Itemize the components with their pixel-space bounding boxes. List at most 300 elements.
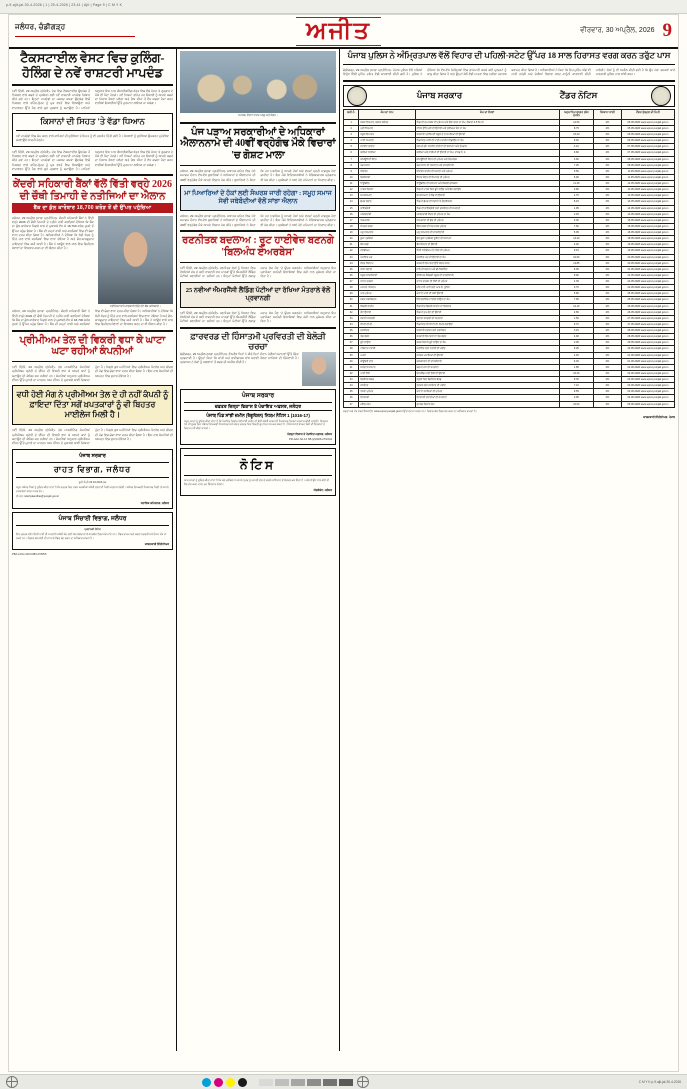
masthead-date: ਵੀਰਵਾਰ, 30 ਅਪ੍ਰੈਲ, 2026	[580, 27, 655, 34]
td-estimated-cost: 9.80	[559, 150, 593, 156]
td-description: ਖੇਡ ਸਾਮਾਨ ਦੀ ਸਪਲਾਈ	[415, 364, 559, 370]
td-estimated-cost: 6.90	[559, 174, 593, 180]
divider	[180, 122, 336, 124]
td-work-name: ਸੀ.ਸੀ.ਟੀ.ਵੀ.	[359, 321, 415, 327]
td-opening-date: 08.05.2026 www.eproc.punjab.gov.in	[621, 162, 674, 168]
td-description: ਨਹਿਰ ਉੱਤੇ ਪੁਲੀ ਦੀ ਉਸਾਰੀ ਅਤੇ ਸੁਰੱਖਿਆ ਕੰਧ ਦਾ ਕੰਮ	[415, 125, 559, 131]
td-opening-date: 29.05.2026 www.eproc.punjab.gov.in	[621, 346, 674, 352]
td-opening-date: 18.05.2026 www.eproc.punjab.gov.in	[621, 230, 674, 236]
td-earnest-money: 2%	[593, 119, 621, 125]
panchayat-ad-code: PR-Advt.No.14 SB (2)2026-27/1044	[289, 438, 332, 442]
td-description: ਠੋਸ ਕੂੜਾ ਪ੍ਰਬੰਧਨ ਯੂਨਿਟ ਦੀ ਸਥਾਪਨਾ	[415, 236, 559, 242]
td-description: ਪਿੰਡ ਦੇ ਛੱਪੜ ਦੀ ਸਫ਼ਾਈ ਤੇ ਸੁੰਦਰੀਕਰਨ	[415, 199, 559, 205]
td-earnest-money: 2%	[593, 174, 621, 180]
td-opening-date: 05.06.2026 www.eproc.punjab.gov.in	[621, 401, 674, 407]
td-description: ਖੇਤਾਂ ਦੇ ਖਾਲਾਂ ਦੀ ਪੱਕੀ ਉਸਾਰੀ	[415, 291, 559, 297]
third-body: ਨਵੀਂ ਦਿੱਲੀ, 29 ਅਪ੍ਰੈਲ (ਏਜੰਸੀ)- ਤੇਲ ਮਾਰਕੀਟਿੰਗ ਕੰਪਨੀਆਂ ਪ੍ਰੀਮੀਅਮ ਸ਼੍ਰੇਣੀ ਦੇ ਈਂਧਨ ਦੀ ਵਿਕਰੀ ਵਧਾ ਕੇ ਆਪਣੇ ਘਾਟੇ ਨੂੰ ਘਟਾਉਣ ਦੀ ਕੋਸ਼ਿਸ਼ ਕਰ ਰਹੀਆਂ ਹਨ। ਕੰਪਨੀਆਂ ਅਨੁਸਾਰ ਪ੍ਰੀਮੀਅਮ ਈਂਧਨ ਉੱਤੇ ਮੁਨਾਫ਼ੇ ਦਾ ਮਾਰਜਨ ਆਮ ਈਂਧਨ ਦੇ ਮੁਕਾਬਲੇ ਕਾਫੀ ਜ਼ਿਆਦਾ ਹੁੰਦਾ ਹੈ। ਪਿਛਲੇ ਕੁਝ ਮਹੀਨਿਆਂ ਵਿਚ ਪ੍ਰੀਮੀਅਮ ਪੈਟਰੋਲ ਅਤੇ ਡੀਜ਼ਲ ਦੀ ਮੰਗ ਵਿਚ ਚੰਗਾ ਵਾਧਾ ਦਰਜ ਕੀਤਾ ਗਿਆ ਹੈ। ਇਸ ਨਾਲ ਕੰਪਨੀਆਂ ਦੀ ਆਮਦਨ ਵਿਚ ਸੁਧਾਰ ਹੋਇਆ ਹੈ।	[12, 365, 173, 383]
td-opening-date: 21.05.2026 www.eproc.punjab.gov.in	[621, 266, 674, 272]
td-serial: 23	[344, 254, 359, 260]
td-earnest-money: 2%	[593, 279, 621, 285]
td-earnest-money: 2%	[593, 297, 621, 303]
panchayat-ad-dept: ਪੰਜਾਬ ਸਰਕਾਰ	[241, 392, 275, 399]
td-work-name: ਗਲੀਆਂ ਨਾਲੀਆਂ	[359, 150, 415, 156]
td-earnest-money: 2%	[593, 132, 621, 138]
td-description: ਵਾਟਰ ਵਰਕਸ ਦੀ ਟੈਂਕੀ ਦੀ ਮੁਰੰਮਤ	[415, 279, 559, 285]
third-headline: ਪ੍ਰੀਮੀਅਮ ਤੇਲ ਦੀ ਵਿਕਰੀ ਵਧਾ ਕੇ ਘਾਟਾ ਘਟਾ ਰਹੀਆਂ ਕੰਪਨੀਆਂ	[19, 334, 166, 358]
td-work-name: ਪੰਚਾਇਤ ਘਰ	[359, 254, 415, 260]
td-estimated-cost: 4.90	[559, 334, 593, 340]
td-earnest-money: 2%	[593, 223, 621, 229]
inset-headline: ਕਿਸਾਨਾਂ ਦੀ ਸਿਹਤ 'ਤੇ ਵੱਡਾ ਧਿਆਨ	[40, 117, 145, 127]
td-opening-date: 14.05.2026 www.eproc.punjab.gov.in	[621, 205, 674, 211]
divider	[180, 262, 336, 263]
td-description: ਸੀਵਰੇਜ ਲਾਈਨ ਦੀ ਸਫ਼ਾਈ ਅਤੇ ਮੁਰੰਮਤ	[415, 168, 559, 174]
td-work-name: ਬਾਊਂਡਰੀ ਵਾਲ	[359, 358, 415, 364]
td-serial: 12	[344, 187, 359, 193]
td-description: ਐਲ.ਈ.ਡੀ. ਸਟਰੀਟ ਲਾਈਟਾਂ ਦੀ ਸਥਾਪਨਾ ਅਤੇ ਦੇਖਭਾਲ	[415, 144, 559, 150]
td-estimated-cost: 8.35	[559, 377, 593, 383]
td-estimated-cost: 6.40	[559, 138, 593, 144]
td-earnest-money: 2%	[593, 138, 621, 144]
td-estimated-cost: 6.05	[559, 266, 593, 272]
masthead-rule	[15, 36, 135, 37]
td-serial: 9	[344, 168, 359, 174]
td-opening-date: 03.06.2026 www.eproc.punjab.gov.in	[621, 377, 674, 383]
tender-header-left: ਪੰਜਾਬ ਸਰਕਾਰ	[416, 90, 463, 101]
td-opening-date: 04.06.2026 www.eproc.punjab.gov.in	[621, 395, 674, 401]
td-estimated-cost: 8.90	[559, 272, 593, 278]
td-work-name: ਸਪੋਰਟਸ ਸਾਮਾਨ	[359, 364, 415, 370]
td-serial: 19	[344, 230, 359, 236]
ad1-signature: ਸਹਾਇਕ ਕਮਿਸ਼ਨਰ, ਜਲੰਧਰ	[140, 500, 169, 505]
prepress-meta: C M Y K p-9-ajit-jal-30-4-2026	[638, 1080, 681, 1084]
ad-relief-department	[12, 449, 173, 509]
ad1-sub: ਸੂਚੀ ਮਿਤੀ 29.04.2026 ਤੱਕ	[78, 480, 107, 484]
td-serial: 1	[344, 119, 359, 125]
masthead-right	[512, 20, 678, 42]
td-serial: 45	[344, 389, 359, 395]
td-description: ਬੱਸ ਸ਼ੈਲਟਰ ਦੀ ਉਸਾਰੀ	[415, 242, 559, 248]
divider	[343, 80, 675, 82]
td-opening-date: 12.05.2026 www.eproc.punjab.gov.in	[621, 181, 674, 187]
td-earnest-money: 2%	[593, 334, 621, 340]
divider	[12, 174, 173, 176]
td-work-name: ਸਟੇਡੀਅਮ	[359, 248, 415, 254]
td-earnest-money: 2%	[593, 352, 621, 358]
colb-body-1: ਜਲੰਧਰ, 29 ਅਪ੍ਰੈਲ (ਸਾਡਾ ਪ੍ਰਤੀਨਿਧ)- ਸਥਾਨਕ ਸ਼ਹਿਰ ਵਿਚ ਹੋਏ ਸਮਾਗਮ ਦੌਰਾਨ ਵੱਖ-ਵੱਖ ਬੁਲਾਰਿਆਂ ਨੇ ਅਧਿਕਾਰਾਂ ਦੇ ਐਲਾਨਨਾਮੇ ਦੀ 40ਵੀਂ ਵਰ੍ਹੇਗੰਢ ਮੌਕੇ ਆਪਣੇ ਵਿਚਾਰ ਪੇਸ਼ ਕੀਤੇ। ਬੁਲਾਰਿਆਂ ਨੇ ਕਿਹਾ ਕਿ ਹਰ ਨਾਗਰਿਕ ਨੂੰ ਆਪਣੇ ਹੱਕਾਂ ਅਤੇ ਫ਼ਰਜ਼ਾਂ ਪ੍ਰਤੀ ਜਾਗਰੂਕ ਹੋਣਾ ਚਾਹੀਦਾ ਹੈ। ਇਸ ਮੌਕੇ ਵਿਦਿਆਰਥੀਆਂ ਨੇ ਸੱਭਿਆਚਾਰਕ ਪ੍ਰੋਗਰਾਮ ਵੀ ਪੇਸ਼ ਕੀਤਾ। ਪ੍ਰਬੰਧਕਾਂ ਨੇ ਆਏ ਹੋਏ ਮਹਿਮਾਨਾਂ ਦਾ ਧੰਨਵਾਦ ਕੀਤਾ।	[180, 168, 336, 182]
registration-mark-icon	[6, 1076, 18, 1088]
td-serial: 46	[344, 395, 359, 401]
td-serial: 11	[344, 181, 359, 187]
masthead-logo-wrap	[165, 17, 512, 46]
person-thumb-photo	[302, 352, 336, 386]
td-serial: 22	[344, 248, 359, 254]
td-opening-date: 29.05.2026 www.eproc.punjab.gov.in	[621, 340, 674, 346]
td-description: ਦਫ਼ਤਰ ਲਈ ਜਨਰੇਟਰ ਦੀ ਖ਼ਰੀਦ	[415, 383, 559, 389]
ajit-logo: ਅਜੀਤ	[296, 17, 381, 46]
divider	[16, 130, 169, 131]
td-opening-date: 28.05.2026 www.eproc.punjab.gov.in	[621, 328, 674, 334]
td-opening-date: 21.05.2026 www.eproc.punjab.gov.in	[621, 272, 674, 278]
td-earnest-money: 2%	[593, 236, 621, 242]
swatch-magenta	[214, 1078, 223, 1087]
td-serial: 13	[344, 193, 359, 199]
colb-inset-2: 25 ਨਵੀਆਂ ਐਮਰਜੈਂਸੀ ਲੈਂਡਿੰਗ ਪੱਟੀਆਂ ਦਾ ਰੱਖਿਆ ਮੰਤਰਾਲੇ ਵੱਲੋਂ ਪ੍ਰਵਾਨਗੀ	[180, 282, 336, 308]
td-estimated-cost: 3.15	[559, 328, 593, 334]
panchayat-ad-signature: ਜ਼ਿਲ੍ਹਾ ਵਿਕਾਸ ਤੇ ਪੰਚਾਇਤ ਅਫ਼ਸਰ, ਜਲੰਧਰ	[287, 432, 332, 437]
td-opening-date: 03.06.2026 www.eproc.punjab.gov.in	[621, 383, 674, 389]
td-description: ਪਿੰਡ ਵਿਚ ਬਿਜਲੀ ਲਾਈਨ ਦਾ ਵਿਸਥਾਰ	[415, 303, 559, 309]
td-serial: 43	[344, 377, 359, 383]
td-earnest-money: 2%	[593, 211, 621, 217]
td-opening-date: 22.05.2026 www.eproc.punjab.gov.in	[621, 285, 674, 291]
td-estimated-cost: 12.10	[559, 303, 593, 309]
td-work-name: ਲਾਇਬ੍ਰੇਰੀ	[359, 205, 415, 211]
td-serial: 28	[344, 285, 359, 291]
td-estimated-cost: 2.95	[559, 395, 593, 401]
inset-body: ਨਵੇਂ ਮਾਪਦੰਡਾਂ ਵਿਚ ਕੰਮ ਕਰਨ ਵਾਲੇ ਕਾਮਿਆਂ ਦੀ ਸੁਰੱਖਿਆ ਤੇ ਸਿਹਤ ਨੂੰ ਵੀ ਤਰਜੀਹ ਦਿੱਤੀ ਗਈ ਹੈ। ਸੰਸਥਾਵਾਂ ਨੂੰ ਸੁਰੱਖਿਆ ਉਪਕਰਨ ਮੁਹੱਈਆ ਕਰਵਾਉਣੇ ਲਾਜ਼ਮੀ ਹੋਣਗੇ।	[16, 133, 169, 143]
td-description: ਪਿੰਡ ਵਿਚ ਸੀ.ਸੀ.ਟੀ.ਵੀ. ਕੈਮਰੇ ਲਗਾਉਣਾ	[415, 321, 559, 327]
lead-body: ਨਵੀਂ ਦਿੱਲੀ, 29 ਅਪ੍ਰੈਲ (ਏਜੰਸੀ)- ਦੇਸ਼ ਵਿਚ ਟੈਕਸਟਾਈਲ ਉਦਯੋਗ ਤੋਂ ਨਿਕਲਣ ਵਾਲੇ ਕਚਰੇ ਦੇ ਪ੍ਰਬੰਧਨ ਲਈ ਨਵੇਂ ਰਾਸ਼ਟਰੀ ਮਾਪਦੰਡ ਤਿਆਰ ਕੀਤੇ ਗਏ ਹਨ। ਇਨ੍ਹਾਂ ਮਾਪਦੰਡਾਂ ਦਾ ਮਕਸਦ ਕਪੜਾ ਉਦਯੋਗ ਵਿਚੋਂ ਨਿਕਲਣ ਵਾਲੇ ਰਹਿੰਦ-ਖੂੰਹਦ ਨੂੰ ਮੁੜ ਵਰਤੋਂ ਵਿਚ ਲਿਆਉਣਾ ਅਤੇ ਵਾਤਾਵਰਨ ਉੱਤੇ ਪੈਣ ਵਾਲੇ ਬੁਰੇ ਪ੍ਰਭਾਵ ਨੂੰ ਘਟਾਉਣਾ ਹੈ। ਮਾਹਿਰਾਂ ਅਨੁਸਾਰ ਇਸ ਨਾਲ ਰੀਸਾਈਕਲਿੰਗ ਖੇਤਰ ਵਿਚ ਵੱਡੇ ਪੱਧਰ 'ਤੇ ਰੁਜ਼ਗਾਰ ਦੇ ਮੌਕੇ ਵੀ ਪੈਦਾ ਹੋਣਗੇ। ਨਵੇਂ ਨਿਯਮਾਂ ਤਹਿਤ ਹਰ ਇਕਾਈ ਨੂੰ ਆਪਣੇ ਕਚਰੇ ਦਾ ਹਿਸਾਬ ਰੱਖਣਾ ਪਵੇਗਾ ਅਤੇ ਤੈਅ ਸੀਮਾ ਤੋਂ ਵੱਧ ਕਚਰਾ ਪੈਦਾ ਕਰਨ ਵਾਲੀਆਂ ਇਕਾਈਆਂ ਉੱਤੇ ਜੁਰਮਾਨਾ ਲਾਇਆ ਜਾ ਸਕੇਗਾ।	[12, 88, 173, 110]
td-estimated-cost: 5.25	[559, 346, 593, 352]
td-work-name: ਜਨਰੇਟਰ	[359, 383, 415, 389]
td-estimated-cost: 1.85	[559, 364, 593, 370]
td-estimated-cost: 5.05	[559, 230, 593, 236]
td-opening-date: 07.05.2026 www.eproc.punjab.gov.in	[621, 144, 674, 150]
td-description: ਸਰਕਾਰੀ ਪ੍ਰਾਇਮਰੀ ਸਕੂਲ ਦੇ ਦੋ ਕਮਰਿਆਂ ਦੀ ਉਸਾਰੀ	[415, 132, 559, 138]
td-estimated-cost: 12.50	[559, 119, 593, 125]
td-earnest-money: 2%	[593, 260, 621, 266]
td-earnest-money: 2%	[593, 285, 621, 291]
td-work-name: ਸੋਲਰ ਸਿਸਟਮ	[359, 260, 415, 266]
td-estimated-cost: 16.40	[559, 370, 593, 376]
th-estimated-cost: ਅਨੁਮਾਨਿਤ ਲਾਗਤ (ਲੱਖ ਰੁਪਏ)	[559, 109, 593, 119]
td-work-name: ਛੱਪੜ ਸੁਧਾਰ	[359, 199, 415, 205]
td-serial: 30	[344, 297, 359, 303]
td-earnest-money: 2%	[593, 303, 621, 309]
td-serial: 8	[344, 162, 359, 168]
grey-ramp	[259, 1079, 353, 1086]
th-work-name: ਕੰਮ ਦਾ ਨਾਮ	[359, 109, 415, 119]
td-work-name: ਪੁਲੀ ਨਿਰਮਾਣ	[359, 125, 415, 131]
td-opening-date: 12.05.2026 www.eproc.punjab.gov.in	[621, 187, 674, 193]
td-description: ਪੀਣ ਵਾਲੇ ਪਾਣੀ ਲਈ ਆਰ.ਓ. ਯੂਨਿਟ	[415, 285, 559, 291]
td-opening-date: 25.05.2026 www.eproc.punjab.gov.in	[621, 297, 674, 303]
td-work-name: ਡਿਸਪੈਂਸਰੀ	[359, 174, 415, 180]
third-body-cont: ਨਵੀਂ ਦਿੱਲੀ, 29 ਅਪ੍ਰੈਲ (ਏਜੰਸੀ)- ਤੇਲ ਮਾਰਕੀਟਿੰਗ ਕੰਪਨੀਆਂ ਪ੍ਰੀਮੀਅਮ ਸ਼੍ਰੇਣੀ ਦੇ ਈਂਧਨ ਦੀ ਵਿਕਰੀ ਵਧਾ ਕੇ ਆਪਣੇ ਘਾਟੇ ਨੂੰ ਘਟਾਉਣ ਦੀ ਕੋਸ਼ਿਸ਼ ਕਰ ਰਹੀਆਂ ਹਨ। ਕੰਪਨੀਆਂ ਅਨੁਸਾਰ ਪ੍ਰੀਮੀਅਮ ਈਂਧਨ ਉੱਤੇ ਮੁਨਾਫ਼ੇ ਦਾ ਮਾਰਜਨ ਆਮ ਈਂਧਨ ਦੇ ਮੁਕਾਬਲੇ ਕਾਫੀ ਜ਼ਿਆਦਾ ਹੁੰਦਾ ਹੈ। ਪਿਛਲੇ ਕੁਝ ਮਹੀਨਿਆਂ ਵਿਚ ਪ੍ਰੀਮੀਅਮ ਪੈਟਰੋਲ ਅਤੇ ਡੀਜ਼ਲ ਦੀ ਮੰਗ ਵਿਚ ਚੰਗਾ ਵਾਧਾ ਦਰਜ ਕੀਤਾ ਗਿਆ ਹੈ। ਇਸ ਨਾਲ ਕੰਪਨੀਆਂ ਦੀ ਆਮਦਨ ਵਿਚ ਸੁਧਾਰ ਹੋਇਆ ਹੈ।	[12, 428, 173, 446]
td-work-name: ਰੰਗ-ਰੋਗਨ	[359, 334, 415, 340]
tender-header-right: ਟੈਂਡਰ ਨੋਟਿਸ	[559, 90, 598, 101]
td-description: ਧਰਮਸ਼ਾਲਾ ਦੀ ਛੱਤ ਦੀ ਮੁਰੰਮਤ	[415, 217, 559, 223]
td-work-name: ਪਾਣੀ ਟੈਂਕੀ	[359, 370, 415, 376]
td-earnest-money: 2%	[593, 242, 621, 248]
td-description: ਸਕੂਲਾਂ ਵਿਚ ਡਿਜੀਟਲ ਬੋਰਡ	[415, 377, 559, 383]
second-body: ਜਲੰਧਰ, 29 ਅਪ੍ਰੈਲ (ਸਾਡਾ ਪ੍ਰਤੀਨਿਧ)- ਕੇਂਦਰੀ ਸਹਿਕਾਰੀ ਬੈਂਕਾਂ ਨੇ ਵਿੱਤੀ ਵਰ੍ਹੇ 2026 ਦੀ ਚੌਥੀ ਤਿਮਾਹੀ ਦੇ ਨਤੀਜੇ ਜਾਰੀ ਕਰਦਿਆਂ ਦੱਸਿਆ ਕਿ ਬੈਂਕ ਦਾ ਕੁੱਲ ਕਾਰੋਬਾਰ ਪਿਛਲੇ ਸਾਲ ਦੇ ਮੁਕਾਬਲੇ ਵੱਧ ਕੇ 18,700 ਕਰੋੜ ਰੁਪਏ ਤੋਂ ਉੱਪਰ ਪਹੁੰਚ ਗਿਆ ਹੈ। ਬੈਂਕ ਦੀ ਜਮ੍ਹਾਂ ਰਾਸ਼ੀ ਅਤੇ ਕਰਜ਼ਿਆਂ ਵਿਚ ਵੀ ਚੰਗਾ ਵਾਧਾ ਦਰਜ ਕੀਤਾ ਗਿਆ ਹੈ। ਅਧਿਕਾਰੀਆਂ ਨੇ ਦੱਸਿਆ ਕਿ ਖੇਤੀ ਖੇਤਰ ਨੂੰ ਦਿੱਤੇ ਜਾਣ ਵਾਲੇ ਕਰਜ਼ਿਆਂ ਵਿਚ ਵਾਧਾ ਹੋਇਆ ਹੈ ਅਤੇ ਗੈਰ-ਕਾਰਗੁਜ਼ਾਰ ਜਾਇਦਾਦਾਂ ਵਿਚ ਕਮੀ ਆਈ ਹੈ। ਬੈਂਕ ਨੇ ਆਉਣ ਵਾਲੇ ਸਾਲ ਵਿਚ ਡਿਜੀਟਲ ਸੇਵਾਵਾਂ ਦਾ ਵਿਸਥਾਰ ਕਰਨ ਦਾ ਵੀ ਐਲਾਨ ਕੀਤਾ ਹੈ।	[12, 215, 94, 250]
th-serial: ਲੜੀ ਨੰ.	[344, 109, 359, 119]
td-estimated-cost: 3.30	[559, 217, 593, 223]
td-opening-date: 07.05.2026 www.eproc.punjab.gov.in	[621, 150, 674, 156]
td-earnest-money: 2%	[593, 162, 621, 168]
td-work-name: ਬਿਜਲੀ ਲਾਈਨ	[359, 303, 415, 309]
td-description: ਸੜਕ ਕਿਨਾਰੇ ਬੂਟੇ ਲਾਉਣ ਦਾ ਕੰਮ	[415, 340, 559, 346]
td-serial: 25	[344, 266, 359, 272]
td-estimated-cost: 7.25	[559, 162, 593, 168]
ad-footer-code: PBA nd.No.304 D383-27/8/5S	[12, 553, 47, 557]
td-earnest-money: 2%	[593, 340, 621, 346]
ad-panchayat-department	[180, 389, 336, 446]
td-work-name: ਬੂਟੇ ਲਾਉਣਾ	[359, 340, 415, 346]
notice-body: ਆਮ ਜਨਤਾ ਨੂੰ ਸੂਚਿਤ ਕੀਤਾ ਜਾਂਦਾ ਹੈ ਕਿ ਮੇਰੇ ਮੁਵੱਕਿਲ ਨੇ ਆਪਣੇ ਪੁੱਤਰ ਨੂੰ ਆਪਣੀ ਚੱਲ ਤੇ ਅਚੱਲ ਜਾਇਦਾਦ ਤੋਂ ਬੇਦਖ਼ਲ ਕਰ ਦਿੱਤਾ ਹੈ। ਅੱਗੇ ਤੋਂ ਉਸ ਨਾਲ ਕੋਈ ਵੀ ਲੈਣ-ਦੇਣ ਕਰਨ ਵਾਲਾ ਖ਼ੁਦ ਜ਼ਿੰਮੇਵਾਰ ਹੋਵੇਗਾ।	[184, 479, 330, 486]
colc-top-headline: ਪੰਜਾਬ ਪੁਲਿਸ ਨੇ ਅੰਮ੍ਰਿਤਪਾਲ ਵੱਲੋਂ ਵਿਹਾਰ ਦੀ ਪਹਿਲੀ-ਸਟੇਟ ਉੱਪਰ 18 ਸਾਲ ਹਿਰਾਸਤ ਵਰਗ ਕਰਨ ਤਰੁੱਟ ਪਾਸ	[347, 51, 671, 60]
td-description: ਸਿਹਤ ਕੇਂਦਰ ਦੀ ਇਮਾਰਤ ਦੀ ਮੁਰੰਮਤ	[415, 174, 559, 180]
td-work-name: ਸੜਕ ਨਿਰਮਾਣ, ਬਲਾਕ ਜਲੰਧਰ	[359, 119, 415, 125]
divider	[12, 84, 173, 86]
td-work-name: ਸ਼ਮਸ਼ਾਨਘਾਟ	[359, 193, 415, 199]
td-serial: 33	[344, 315, 359, 321]
notice-heading: ਨੋਟਿਸ	[184, 455, 332, 476]
td-serial: 2	[344, 125, 359, 131]
td-earnest-money: 2%	[593, 181, 621, 187]
td-earnest-money: 2%	[593, 401, 621, 407]
td-work-name: ਰਸਤਾ ਮੁਰੰਮਤ	[359, 389, 415, 395]
td-opening-date: 15.05.2026 www.eproc.punjab.gov.in	[621, 223, 674, 229]
td-description: ਮਿੰਨੀ ਸਟੇਡੀਅਮ ਦੇ ਟਰੈਕ ਦੀ ਮੁਰੰਮਤ	[415, 248, 559, 254]
th-opening-date: ਟੈਂਡਰ ਖੁੱਲ੍ਹਣ ਦੀ ਮਿਤੀ	[621, 109, 674, 119]
td-opening-date: 02.06.2026 www.eproc.punjab.gov.in	[621, 364, 674, 370]
td-opening-date: 14.05.2026 www.eproc.punjab.gov.in	[621, 211, 674, 217]
td-earnest-money: 2%	[593, 389, 621, 395]
td-work-name: ਅੰਤਿਮ ਕੰਮ	[359, 401, 415, 407]
td-opening-date: 27.05.2026 www.eproc.punjab.gov.in	[621, 321, 674, 327]
td-estimated-cost: 1.50	[559, 315, 593, 321]
td-opening-date: 13.05.2026 www.eproc.punjab.gov.in	[621, 199, 674, 205]
td-opening-date: 28.05.2026 www.eproc.punjab.gov.in	[621, 334, 674, 340]
td-work-name: ਗੇਟ ਉਸਾਰੀ	[359, 309, 415, 315]
td-serial: 4	[344, 138, 359, 144]
td-estimated-cost: 6.70	[559, 321, 593, 327]
ad2-sub: ਪ੍ਰਵਾਨਗੀ ਨੋਟਿਸ	[84, 527, 101, 531]
td-opening-date: 19.05.2026 www.eproc.punjab.gov.in	[621, 248, 674, 254]
td-work-name: ਧਰਮਸ਼ਾਲਾ	[359, 217, 415, 223]
td-estimated-cost: 9.15	[559, 248, 593, 254]
td-earnest-money: 2%	[593, 309, 621, 315]
td-earnest-money: 2%	[593, 383, 621, 389]
td-description: ਨਾਲੇ ਦੀ ਸਫ਼ਾਈ ਅਤੇ ਡੀ-ਸਿਲਟਿੰਗ	[415, 266, 559, 272]
swatch-black	[238, 1078, 247, 1087]
table-row	[344, 401, 675, 407]
page-body	[9, 49, 678, 1051]
prepress-bottom-bar	[0, 1074, 687, 1089]
td-opening-date: 22.05.2026 www.eproc.punjab.gov.in	[621, 279, 674, 285]
td-description: ਪਿੰਡ ਦੇ ਮੁੱਖ ਗੇਟ ਦੀ ਉਸਾਰੀ	[415, 309, 559, 315]
td-earnest-money: 2%	[593, 187, 621, 193]
td-estimated-cost: 4.35	[559, 279, 593, 285]
td-description: ਲਿੰਕ ਸੜਕ ਦੀ ਪੈਚ ਵਰਕ ਮੁਰੰਮਤ	[415, 223, 559, 229]
td-work-name: ਵਾਟਰ ਵਰਕਸ	[359, 279, 415, 285]
td-work-name: ਪਖਾਨੇ	[359, 352, 415, 358]
td-serial: 31	[344, 303, 359, 309]
ad-irrigation-department	[12, 512, 173, 551]
td-work-name: ਨਾਲਾ ਸਫ਼ਾਈ	[359, 266, 415, 272]
lead-headline: ਟੈਕਸਟਾਈਲ ਵੇਸਟ ਵਿਚ ਕੁਲਿੰਗ-ਹੋਲਿੰਗ ਦੇ ਨਵੇਂ ਰਾਸ਼ਟਰੀ ਮਾਪਦੰਡ	[20, 51, 165, 80]
divider	[180, 327, 336, 329]
td-work-name: ਬੱਸ ਅੱਡਾ	[359, 242, 415, 248]
td-earnest-money: 2%	[593, 193, 621, 199]
td-estimated-cost: 1.95	[559, 205, 593, 211]
td-work-name: ਸਟਰੀਟ ਲਾਈਟ	[359, 144, 415, 150]
prepress-top-strip: p-9-ajit-jal-30-4-2026 | 1 | 29-4-2026 | 23:41 | Ajit | Page 9 | C M Y K	[0, 0, 687, 14]
td-opening-date: 08.05.2026 www.eproc.punjab.gov.in	[621, 156, 674, 162]
panchayat-ad-sub: ਪੰਜਾਬ ਪਿੰਡ ਸਾਂਝੀ ਜ਼ਮੀਨ (ਰੈਗੂਲੇਸ਼ਨ) ਨਿਯਮ ਨੋਟਿਸ 1 (1016-17)	[206, 412, 310, 418]
td-work-name: ਆਂਗਣਵਾੜੀ	[359, 211, 415, 217]
td-description: ਸਰਕਾਰੀ ਇਮਾਰਤਾਂ ਉੱਤੇ ਸੋਲਰ ਪੈਨਲ	[415, 260, 559, 266]
tender-signature: ਕਾਰਜਕਾਰੀ ਇੰਜੀਨੀਅਰ, ਪੰਜਾਬ	[643, 415, 675, 420]
td-estimated-cost: 2.65	[559, 309, 593, 315]
notice-signature: ਐਡਵੋਕੇਟ, ਜਲੰਧਰ	[313, 488, 332, 493]
td-earnest-money: 2%	[593, 248, 621, 254]
td-opening-date: 26.05.2026 www.eproc.punjab.gov.in	[621, 309, 674, 315]
newspaper-sheet	[8, 14, 679, 1072]
td-description: ਪਿੰਡ ਵਿਚ ਪਾਣੀ ਦੀ ਪਾਈਪ ਲਾਈਨ ਵਿਛਾਉਣ ਦਾ ਕੰਮ	[415, 138, 559, 144]
divider	[343, 64, 675, 65]
td-estimated-cost: 5.80	[559, 291, 593, 297]
divider	[180, 165, 336, 166]
td-opening-date: 20.05.2026 www.eproc.punjab.gov.in	[621, 260, 674, 266]
td-serial: 7	[344, 156, 359, 162]
td-estimated-cost: 3.60	[559, 156, 593, 162]
td-description: ਪੰਚਾਇਤ ਘਰ ਦੀ ਉਸਾਰੀ ਦਾ ਕੰਮ	[415, 254, 559, 260]
cmyk-swatches	[202, 1078, 247, 1087]
td-earnest-money: 2%	[593, 144, 621, 150]
td-work-name: ਟਰੈਕਟਰ ਟਰਾਲੀ	[359, 346, 415, 352]
colb-body-1-cont: ਜਲੰਧਰ, 29 ਅਪ੍ਰੈਲ (ਸਾਡਾ ਪ੍ਰਤੀਨਿਧ)- ਸਥਾਨਕ ਸ਼ਹਿਰ ਵਿਚ ਹੋਏ ਸਮਾਗਮ ਦੌਰਾਨ ਵੱਖ-ਵੱਖ ਬੁਲਾਰਿਆਂ ਨੇ ਅਧਿਕਾਰਾਂ ਦੇ ਐਲਾਨਨਾਮੇ ਦੀ 40ਵੀਂ ਵਰ੍ਹੇਗੰਢ ਮੌਕੇ ਆਪਣੇ ਵਿਚਾਰ ਪੇਸ਼ ਕੀਤੇ। ਬੁਲਾਰਿਆਂ ਨੇ ਕਿਹਾ ਕਿ ਹਰ ਨਾਗਰਿਕ ਨੂੰ ਆਪਣੇ ਹੱਕਾਂ ਅਤੇ ਫ਼ਰਜ਼ਾਂ ਪ੍ਰਤੀ ਜਾਗਰੂਕ ਹੋਣਾ ਚਾਹੀਦਾ ਹੈ। ਇਸ ਮੌਕੇ ਵਿਦਿਆਰਥੀਆਂ ਨੇ ਸੱਭਿਆਚਾਰਕ ਪ੍ਰੋਗਰਾਮ ਵੀ ਪੇਸ਼ ਕੀਤਾ। ਪ੍ਰਬੰਧਕਾਂ ਨੇ ਆਏ ਹੋਏ ਮਹਿਮਾਨਾਂ ਦਾ ਧੰਨਵਾਦ ਕੀਤਾ।	[180, 214, 336, 227]
colb-body-2: ਨਵੀਂ ਦਿੱਲੀ, 29 ਅਪ੍ਰੈਲ (ਏਜੰਸੀ)- ਰਣਨੀਤਕ ਲੋੜਾਂ ਨੂੰ ਧਿਆਨ ਵਿਚ ਰੱਖਦਿਆਂ ਦੇਸ਼ ਦੇ ਕਈ ਰਾਸ਼ਟਰੀ ਰਾਜ ਮਾਰਗਾਂ ਉੱਤੇ ਐਮਰਜੈਂਸੀ ਲੈਂਡਿੰਗ ਪੱਟੀਆਂ ਬਣਾਈਆਂ ਜਾ ਰਹੀਆਂ ਹਨ। ਇਨ੍ਹਾਂ ਪੱਟੀਆਂ ਉੱਤੇ ਲੜਾਕੂ ਜਹਾਜ਼ ਲੋੜ ਪੈਣ 'ਤੇ ਉਤਰ ਸਕਣਗੇ। ਅਧਿਕਾਰੀਆਂ ਅਨੁਸਾਰ ਇਹ ਪ੍ਰਾਜੈਕਟ ਸਰਹੱਦੀ ਇਲਾਕਿਆਂ ਵਿਚ ਤੇਜ਼ੀ ਨਾਲ ਮੁਕੰਮਲ ਕੀਤਾ ਜਾ ਰਿਹਾ ਹੈ।	[180, 265, 336, 279]
td-opening-date: 05.05.2026 www.eproc.punjab.gov.in	[621, 119, 674, 125]
td-earnest-money: 2%	[593, 291, 621, 297]
td-estimated-cost: 11.30	[559, 181, 593, 187]
td-work-name: ਸਕੂਲ ਇਮਾਰਤ	[359, 132, 415, 138]
ad1-body: ਸਮੂਹ ਸਬੰਧਤ ਧਿਰਾਂ ਨੂੰ ਸੂਚਿਤ ਕੀਤਾ ਜਾਂਦਾ ਹੈ ਕਿ ਦਫ਼ਤਰ ਵਿਚ ਦਰਜ ਅਰਜ਼ੀਆਂ ਸਬੰਧੀ ਸੁਣਵਾਈ ਮਿਤੀ ਅਨੁਸਾਰ ਹੋਵੇਗੀ। ਸਬੰਧਤ ਵਿਅਕਤੀ ਨਿਰਧਾਰਤ ਮਿਤੀ 'ਤੇ ਆਪਣੇ ਦਸਤਾਵੇਜ਼ਾਂ ਸਮੇਤ ਹਾਜ਼ਰ ਹੋਣ।	[16, 486, 169, 493]
td-estimated-cost: 8.75	[559, 125, 593, 131]
td-earnest-money: 2%	[593, 395, 621, 401]
inset-box-farmers	[12, 113, 173, 147]
ad2-signature: ਕਾਰਜਕਾਰੀ ਇੰਜੀਨੀਅਰ	[144, 542, 169, 547]
legal-notice	[180, 448, 336, 496]
swatch-yellow	[226, 1078, 235, 1087]
td-description: ਸਰਕਾਰੀ ਇਮਾਰਤਾਂ ਦਾ ਰੰਗ-ਰੋਗਨ	[415, 334, 559, 340]
divider	[12, 361, 173, 362]
td-earnest-money: 2%	[593, 272, 621, 278]
th-earnest-money: ਬਿਆਨਾ ਰਾਸ਼ੀ	[593, 109, 621, 119]
td-earnest-money: 2%	[593, 370, 621, 376]
td-work-name: ਸੜਕ ਪੱਥਰੀਕਰਨ	[359, 297, 415, 303]
td-description: ਸੀਨੀਅਰ ਸੈਕੰਡਰੀ ਸਕੂਲ ਦੀ ਚਾਰਦੀਵਾਰੀ	[415, 272, 559, 278]
photo-caption: ਨਤੀਜਿਆਂ ਬਾਰੇ ਜਾਣਕਾਰੀ ਦਿੰਦੇ ਹੋਏ ਬੈਂਕ ਅਧਿਕਾਰੀ।	[109, 304, 161, 308]
td-earnest-money: 2%	[593, 168, 621, 174]
td-serial: 39	[344, 352, 359, 358]
event-photo	[180, 51, 336, 113]
third-inset: ਵਧੀ ਹੋਈ ਮੰਗ ਨੇ ਪ੍ਰੀਮੀਅਮ ਤੇਲ ਦੇ ਹੀ ਨਹੀਂ ਕੰਪਨੀ ਨੂੰ ਫ਼ਾਇਦਾ ਦਿੱਤਾ ਸਗੋਂ ਖ਼ਪਤਕਾਰਾਂ ਨੂੰ ਵੀ ਬਿਹਤਰ ਮਾਈਲੇਜ ਮਿਲੀ ਹੈ।	[12, 385, 173, 425]
td-description: ਪੰਚਾਇਤ ਲਈ ਟਰਾਲੀ ਦੀ ਖ਼ਰੀਦ	[415, 346, 559, 352]
td-estimated-cost: 2.45	[559, 211, 593, 217]
td-opening-date: 19.05.2026 www.eproc.punjab.gov.in	[621, 242, 674, 248]
ad2-body: ਇਸ ਦਫ਼ਤਰ ਵੱਲੋਂ ਨਹਿਰੀ ਪਾਣੀ ਦੀ ਸਪਲਾਈ ਸਬੰਧੀ ਕੰਮ ਲਈ ਯੋਗ ਠੇਕੇਦਾਰਾਂ ਤੋਂ ਮੋਹਰਬੰਦ ਟੈਂਡਰ ਮੰਗੇ ਜਾਂਦੇ ਹਨ। ਟੈਂਡਰ ਫਾਰਮ ਅਤੇ ਸ਼ਰਤਾਂ ਦਫ਼ਤਰੀ ਸਮੇਂ ਦੌਰਾਨ ਵੇਖੇ ਜਾ ਸਕਦੇ ਹਨ। ਵਿਭਾਗ ਕੋਲ ਕੋਈ ਵੀ ਜਾਂ ਸਾਰੇ ਟੈਂਡਰ ਰੱਦ ਕਰਨ ਦਾ ਅਧਿਕਾਰ ਰਾਖਵਾਂ ਹੈ।	[16, 533, 167, 540]
td-estimated-cost: 2.80	[559, 187, 593, 193]
td-estimated-cost: 7.60	[559, 223, 593, 229]
td-estimated-cost: 4.75	[559, 193, 593, 199]
td-serial: 35	[344, 328, 359, 334]
td-serial: 10	[344, 174, 359, 180]
td-earnest-money: 2%	[593, 358, 621, 364]
td-opening-date: 01.06.2026 www.eproc.punjab.gov.in	[621, 352, 674, 358]
td-work-name: ਆਰ.ਓ. ਸਿਸਟਮ	[359, 285, 415, 291]
td-serial: 42	[344, 370, 359, 376]
td-serial: 20	[344, 236, 359, 242]
event-photo-caption: ਸਮਾਗਮ ਦੌਰਾਨ ਹਾਜ਼ਰ ਆਗੂ ਅਤੇ ਸੰਗਤ।	[238, 114, 278, 117]
masthead-edition	[9, 23, 165, 39]
ad1-contact[interactable]: ਈ-ਮੇਲ: relief.jalandhar@punjab.gov.in	[16, 495, 60, 499]
td-serial: 3	[344, 132, 359, 138]
td-description: ਗਲੀਆਂ ਅਤੇ ਨਾਲੀਆਂ ਦੀ ਉਸਾਰੀ ਦਾ ਕੰਮ, ਵਾਰਡ ਨੰ. 4	[415, 150, 559, 156]
td-serial: 36	[344, 334, 359, 340]
tender-footer-note: ਸ਼ਰਤਾਂ ਅਤੇ ਹੋਰ ਵੇਰਵੇ ਵੈੱਬਸਾਈਟ www.eproc.punjab.gov.in ਉੱਤੇ ਵੇਖੇ ਜਾ ਸਕਦੇ ਹਨ। ਵਿਭਾਗ ਕੋਲ ਟੈਂਡਰ ਰੱਦ ਕਰਨ ਦਾ ਅਧਿਕਾਰ ਰਾਖਵਾਂ ਹੈ।	[343, 409, 478, 413]
td-opening-date: 05.05.2026 www.eproc.punjab.gov.in	[621, 125, 674, 131]
td-estimated-cost: 14.85	[559, 260, 593, 266]
td-serial: 44	[344, 383, 359, 389]
td-description: ਪਿੰਡ ਦੀ ਲਾਇਬ੍ਰੇਰੀ ਲਈ ਫਰਨੀਚਰ ਦੀ ਸਪਲਾਈ	[415, 205, 559, 211]
td-estimated-cost: 2.20	[559, 242, 593, 248]
swatch-cyan	[202, 1078, 211, 1087]
td-work-name: ਡਿਜੀਟਲ ਬੋਰਡ	[359, 377, 415, 383]
td-work-name: ਸਕੂਲ ਚਾਰਦੀਵਾਰੀ	[359, 272, 415, 278]
column-middle	[177, 49, 340, 1051]
second-kicker: ਬੈਂਕ ਦਾ ਕੁੱਲ ਕਾਰੋਬਾਰ 18,700 ਕਰੋੜ ਤੋਂ ਵੀ ਉੱਪਰ ਪਹੁੰਚਿਆ	[12, 203, 173, 213]
td-serial: 14	[344, 199, 359, 205]
td-opening-date: 18.05.2026 www.eproc.punjab.gov.in	[621, 236, 674, 242]
td-serial: 18	[344, 223, 359, 229]
column-left	[9, 49, 177, 1051]
bank-official-photo	[98, 216, 173, 304]
td-earnest-money: 2%	[593, 321, 621, 327]
td-estimated-cost: 2.05	[559, 340, 593, 346]
td-serial: 5	[344, 144, 359, 150]
td-opening-date: 27.05.2026 www.eproc.punjab.gov.in	[621, 315, 674, 321]
page-number: 9	[662, 20, 672, 41]
panchayat-ad-office: ਦਫ਼ਤਰ ਜ਼ਿਲ੍ਹਾ ਵਿਕਾਸ ਤੇ ਪੰਚਾਇਤ ਅਫ਼ਸਰ, ਜਲੰਧਰ	[184, 402, 332, 411]
td-earnest-money: 2%	[593, 205, 621, 211]
td-serial: 40	[344, 358, 359, 364]
td-work-name: ਕਮਿਊਨਿਟੀ ਸੈਂਟਰ	[359, 156, 415, 162]
td-serial: 29	[344, 291, 359, 297]
tender-table-body	[344, 119, 675, 407]
second-headline: ਕੇਂਦਰੀ ਸਹਿਕਾਰੀ ਬੈਂਕਾਂ ਵੱਲੋਂ ਵਿੱਤੀ ਵਰ੍ਹੇ 2026 ਦੀ ਚੌਥੀ ਤਿਮਾਹੀ ਦੇ ਨਤੀਜਿਆਂ ਦਾ ਐਲਾਨ	[13, 179, 172, 202]
registration-mark-icon-right	[357, 1076, 369, 1088]
td-description: ਪਿੰਡ ਦੇ ਪਾਰਕ ਵਿਚ ਬੂਟੇ ਲਾਉਣ ਅਤੇ ਬੈਂਚ ਲਗਾਉਣ	[415, 187, 559, 193]
th-description: ਕੰਮ ਦਾ ਵੇਰਵਾ	[415, 109, 559, 119]
td-estimated-cost: 4.10	[559, 144, 593, 150]
td-serial: 21	[344, 242, 359, 248]
td-serial: 32	[344, 309, 359, 315]
td-estimated-cost: 13.40	[559, 236, 593, 242]
td-description: ਖੇਡ ਮੈਦਾਨ ਦੀ ਪੱਧਰਾਈ ਅਤੇ ਚਾਰਦੀਵਾਰੀ	[415, 162, 559, 168]
td-work-name: ਫ਼ਰਨੀਚਰ	[359, 328, 415, 334]
td-opening-date: 20.05.2026 www.eproc.punjab.gov.in	[621, 254, 674, 260]
td-earnest-money: 2%	[593, 364, 621, 370]
ad1-dept: ਪੰਜਾਬ ਸਰਕਾਰ	[79, 452, 106, 459]
td-estimated-cost: 8.15	[559, 199, 593, 205]
colb-inset-1: ਮਾ ਪਿਆਰਿਆਂ ਦੇ ਹੱਕਾਂ ਲਈ ਸੰਘਰਸ਼ ਜਾਰੀ ਰਹੇਗਾ : ਸਮੂਹ ਸਮਾਜ ਸੇਵੀ ਜਥੇਬੰਦੀਆਂ ਵੱਲੋਂ ਸਾਂਝਾ ਐਲਾਨ	[180, 185, 336, 211]
panchayat-ad-body: ਸਮੂਹ ਜਨਤਾ ਨੂੰ ਸੂਚਿਤ ਕੀਤਾ ਜਾਂਦਾ ਹੈ ਕਿ ਪੰਚਾਇਤ ਵਿਭਾਗ ਵੱਲੋਂ ਸਾਂਝੀ ਜ਼ਮੀਨ ਦੀ ਬੋਲੀ ਸਬੰਧੀ ਕਾਰਵਾਈ ਨਿਰਧਾਰਤ ਨਿਯਮਾਂ ਅਨੁਸਾਰ ਕੀਤੀ ਜਾਵੇਗੀ। ਇਤਰਾਜ਼ ਹੋਣ ਦੀ ਸੂਰਤ ਵਿਚ ਸਬੰਧਤ ਵਿਅਕਤੀ ਨਿਰਧਾਰਤ ਸਮੇਂ ਅੰਦਰ ਦਫ਼ਤਰ ਵਿਚ ਲਿਖਤੀ ਰੂਪ ਵਿਚ ਪੇਸ਼ ਕਰ ਸਕਦਾ ਹੈ। ਮਿੱਥੇ ਸਮੇਂ ਤੋਂ ਬਾਅਦ ਕਿਸੇ ਵੀ ਇਤਰਾਜ਼ 'ਤੇ ਵਿਚਾਰ ਨਹੀਂ ਕੀਤਾ ਜਾਵੇਗਾ।	[184, 419, 329, 430]
